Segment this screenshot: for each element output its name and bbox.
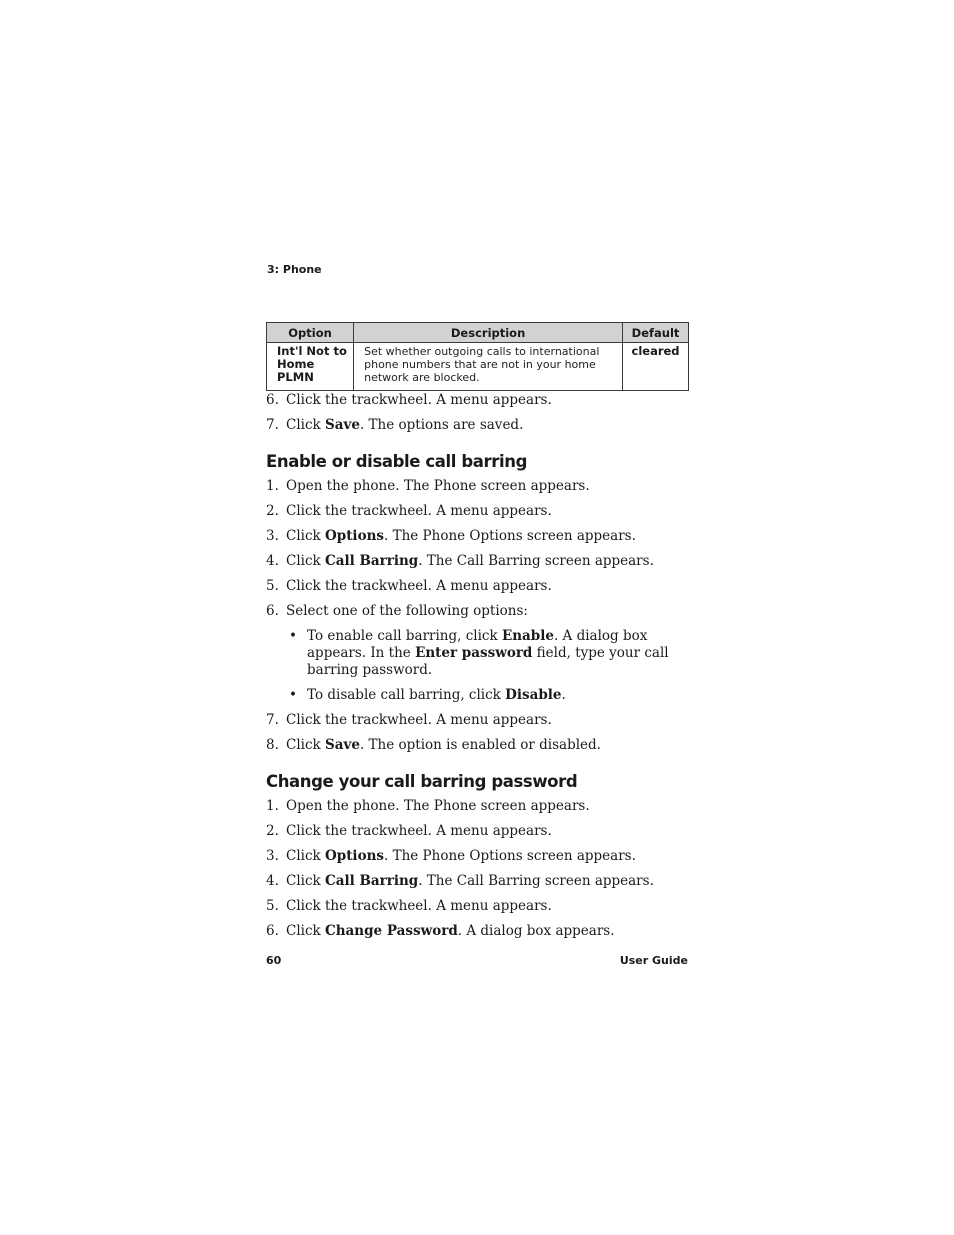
option-name-line1: Int'l Not to bbox=[277, 344, 347, 358]
step-number: 1. bbox=[266, 798, 279, 814]
column-header-default: Default bbox=[623, 323, 689, 343]
page-number: 60 bbox=[266, 954, 282, 967]
option-bullets bbox=[286, 628, 690, 704]
ui-term: Options bbox=[325, 848, 384, 864]
step-text: Click the trackwheel. A menu appears. bbox=[286, 823, 552, 839]
footer-title: User Guide bbox=[619, 954, 688, 967]
list-item bbox=[286, 687, 690, 704]
column-header-option: Option bbox=[267, 323, 354, 343]
list-item bbox=[266, 503, 690, 520]
ui-term: Save bbox=[325, 737, 360, 753]
ui-term: Call Barring bbox=[325, 553, 419, 569]
step-text-pre: Click bbox=[286, 528, 325, 544]
step-text-pre: Click bbox=[286, 737, 325, 753]
step-text-pre: Click bbox=[286, 553, 325, 569]
table-row bbox=[267, 343, 689, 391]
step-text: Click the trackwheel. A menu appears. bbox=[286, 898, 552, 914]
bullet-text-pre: To disable call barring, click bbox=[307, 687, 506, 703]
option-name-line2: Home PLMN bbox=[277, 357, 315, 384]
step-number: 1. bbox=[266, 478, 279, 494]
list-item bbox=[266, 603, 690, 704]
intro-steps bbox=[266, 392, 690, 434]
step-text-post: . A dialog box appears. bbox=[457, 923, 615, 939]
enable-disable-steps bbox=[266, 478, 690, 754]
list-item bbox=[266, 923, 690, 940]
ui-term: Enter password bbox=[415, 645, 533, 661]
step-text: Click the trackwheel. A menu appears. bbox=[286, 503, 552, 519]
bullet-text-post: . bbox=[561, 687, 566, 703]
bullet-text-pre: To enable call barring, click bbox=[307, 628, 502, 644]
list-item bbox=[266, 873, 690, 890]
list-item bbox=[266, 798, 690, 815]
list-item bbox=[286, 628, 690, 679]
page-body bbox=[266, 392, 690, 948]
step-number: 6. bbox=[266, 392, 279, 408]
step-text-post: . The option is enabled or disabled. bbox=[359, 737, 601, 753]
table-header-row bbox=[267, 323, 689, 343]
step-text-pre: Click bbox=[286, 417, 325, 433]
list-item bbox=[266, 898, 690, 915]
section-heading-change-password: Change your call barring password bbox=[266, 772, 578, 791]
step-text-pre: Click bbox=[286, 848, 325, 864]
option-cell bbox=[267, 343, 354, 391]
step-text-post: . The Call Barring screen appears. bbox=[418, 873, 654, 889]
ui-term: Save bbox=[325, 417, 360, 433]
bullet-text-mid: . A dialog box appears. In the bbox=[307, 628, 648, 661]
step-number: 2. bbox=[266, 503, 279, 519]
step-text-post: . The Phone Options screen appears. bbox=[383, 528, 636, 544]
ui-term: Options bbox=[325, 528, 384, 544]
ui-term: Change Password bbox=[325, 923, 458, 939]
ui-term: Call Barring bbox=[325, 873, 419, 889]
step-text: Click the trackwheel. A menu appears. bbox=[286, 578, 552, 594]
step-number: 6. bbox=[266, 603, 279, 619]
step-text-pre: Click bbox=[286, 923, 325, 939]
step-number: 7. bbox=[266, 417, 279, 433]
list-item bbox=[266, 712, 690, 729]
column-header-description: Description bbox=[354, 323, 623, 343]
list-item bbox=[266, 392, 690, 409]
step-text-post: . The Phone Options screen appears. bbox=[383, 848, 636, 864]
bullet-text-post: field, type your call barring password. bbox=[307, 645, 669, 678]
step-text: Click the trackwheel. A menu appears. bbox=[286, 392, 552, 408]
step-text: Open the phone. The Phone screen appears. bbox=[286, 478, 590, 494]
chapter-header: 3: Phone bbox=[267, 263, 322, 276]
list-item bbox=[266, 478, 690, 495]
step-text-pre: Click bbox=[286, 873, 325, 889]
list-item bbox=[266, 823, 690, 840]
step-number: 4. bbox=[266, 873, 279, 889]
default-cell: cleared bbox=[623, 343, 689, 391]
step-number: 2. bbox=[266, 823, 279, 839]
step-number: 7. bbox=[266, 712, 279, 728]
list-item bbox=[266, 848, 690, 865]
bullet-icon: • bbox=[289, 687, 297, 703]
description-cell: Set whether outgoing calls to international phone numbers that are not in your home network are blocked. bbox=[354, 343, 623, 391]
step-text-post: . The Call Barring screen appears. bbox=[418, 553, 654, 569]
list-item bbox=[266, 417, 690, 434]
section-heading-enable-disable: Enable or disable call barring bbox=[266, 452, 527, 471]
step-text: Select one of the following options: bbox=[286, 603, 528, 619]
step-text: Open the phone. The Phone screen appears. bbox=[286, 798, 590, 814]
ui-term: Disable bbox=[505, 687, 562, 703]
step-number: 5. bbox=[266, 898, 279, 914]
step-number: 5. bbox=[266, 578, 279, 594]
step-number: 3. bbox=[266, 848, 279, 864]
list-item bbox=[266, 528, 690, 545]
step-number: 8. bbox=[266, 737, 279, 753]
step-number: 3. bbox=[266, 528, 279, 544]
list-item bbox=[266, 553, 690, 570]
list-item bbox=[266, 578, 690, 595]
change-password-steps bbox=[266, 798, 690, 940]
bullet-icon: • bbox=[289, 628, 297, 644]
step-text-post: . The options are saved. bbox=[359, 417, 524, 433]
ui-term: Enable bbox=[501, 628, 554, 644]
step-number: 6. bbox=[266, 923, 279, 939]
list-item bbox=[266, 737, 690, 754]
options-table bbox=[266, 322, 689, 391]
step-text: Click the trackwheel. A menu appears. bbox=[286, 712, 552, 728]
step-number: 4. bbox=[266, 553, 279, 569]
